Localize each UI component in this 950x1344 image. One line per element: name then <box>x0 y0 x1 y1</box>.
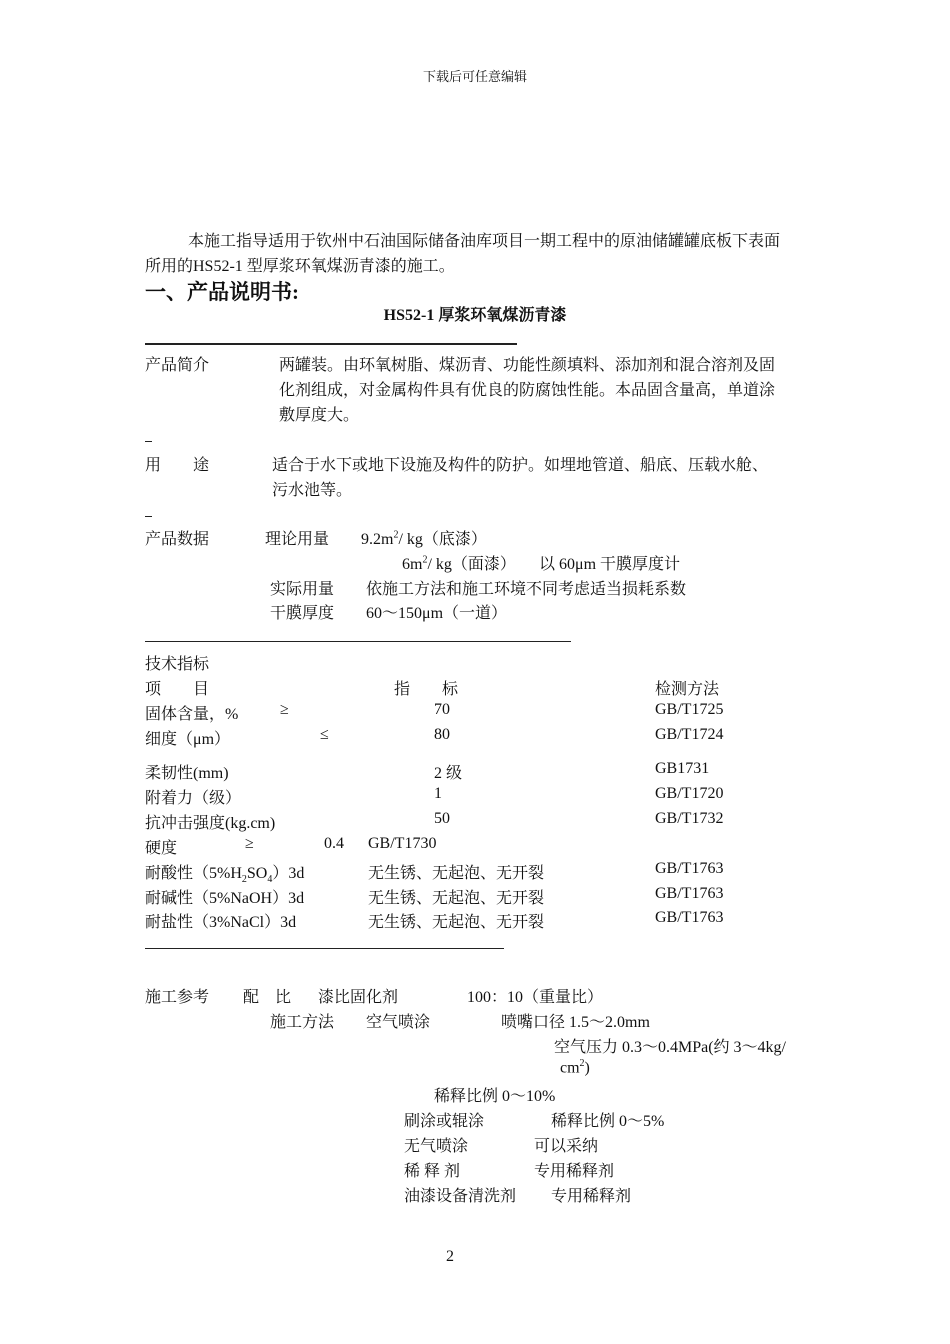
product-title: HS52-1 厚浆环氧煤沥青漆 <box>383 307 567 324</box>
tech-value: 0.4 <box>324 835 344 852</box>
tech-item: 细度（μm） <box>145 731 231 748</box>
resist-method: GB/T1763 <box>655 909 724 926</box>
dft-label: 干膜厚度 <box>270 605 335 622</box>
intro-line-2: 所用的HS52-1 型厚浆环氧煤沥青漆的施工。 <box>145 258 455 275</box>
tech-operator: ≥ <box>280 701 289 718</box>
resist-method: GB/T1763 <box>655 860 724 877</box>
actual-usage-label: 实际用量 <box>270 581 335 598</box>
tech-method: GB/T1725 <box>655 701 724 718</box>
resist-item: 耐碱性（5%NaOH）3d <box>145 890 305 907</box>
method-label: 施工方法 <box>270 1014 335 1031</box>
usage-label: 用 途 <box>145 457 210 474</box>
tech-item: 固体含量，% <box>145 706 239 723</box>
ratio-label: 配 比 <box>243 989 292 1006</box>
nozzle-diameter: 喷嘴口径 1.5～2.0mm <box>501 1014 650 1031</box>
data-block-label: 产品数据 <box>145 531 210 548</box>
theory-note: 以 60μm 干膜厚度计 <box>539 556 681 573</box>
dash-mark <box>145 441 152 442</box>
tech-item: 柔韧性(mm) <box>145 765 229 782</box>
tech-value: 80 <box>434 726 450 743</box>
tech-value: 50 <box>434 810 450 827</box>
theory-usage-label: 理论用量 <box>265 531 330 548</box>
cleaner-value: 专用稀释剂 <box>551 1188 632 1205</box>
apply-label: 施工参考 <box>145 989 210 1006</box>
divider-apply <box>145 948 504 949</box>
airless-value: 可以采纳 <box>534 1138 599 1155</box>
usage-line-1: 适合于水下或地下设施及构件的防护。如埋地管道、船底、压载水舱、 <box>272 457 769 474</box>
resist-item: 耐酸性$(5\%H_2SO_4)3d$ <box>145 865 305 886</box>
air-pressure-line-1: 空气压力 0.3～0.4MPa(约 3～4kg/ <box>554 1039 787 1056</box>
usage-line-2: 污水池等。 <box>272 482 353 499</box>
tech-method: GB/T1720 <box>655 785 724 802</box>
tech-col-item: 项 目 <box>145 681 210 698</box>
intro-block-line-2: 化剂组成，对金属构件具有优良的防腐蚀性能。本品固含量高，单道涂 <box>279 382 776 399</box>
header-note: 下载后可任意编辑 <box>422 69 527 84</box>
intro-line-1: 本施工指导适用于钦州中石油国际储备油库项目一期工程中的原油储罐罐底板下表面 <box>188 233 781 250</box>
tech-title: 技术指标 <box>145 656 210 673</box>
tech-col-method: 检测方法 <box>655 681 720 698</box>
dash-mark <box>145 516 152 517</box>
resist-value: 无生锈、无起泡、无开裂 <box>368 890 545 907</box>
resist-value: 无生锈、无起泡、无开裂 <box>368 865 545 882</box>
tech-item: 抗冲击强度(kg.cm) <box>145 815 276 832</box>
spray-dilution: 稀释比例 0～10% <box>434 1088 556 1105</box>
brush-method: 刷涂或辊涂 <box>404 1113 485 1130</box>
tech-method: GB/T1730 <box>368 835 437 852</box>
ratio-value: 100：10（重量比） <box>467 989 604 1006</box>
resist-method: GB/T1763 <box>655 885 724 902</box>
ratio-name: 漆比固化剂 <box>318 989 399 1006</box>
spray-method: 空气喷涂 <box>366 1014 431 1031</box>
theory-top-value: $6m^2/$ kg（面漆） <box>402 554 516 573</box>
intro-block-line-1: 两罐装。由环氧树脂、煤沥青、功能性颜填料、添加剂和混合溶剂及固 <box>279 357 776 374</box>
tech-value: 70 <box>434 701 450 718</box>
thinner-label: 稀 释 剂 <box>404 1163 461 1180</box>
thinner-value: 专用稀释剂 <box>534 1163 615 1180</box>
tech-method: GB1731 <box>655 760 710 777</box>
tech-operator: ≤ <box>320 726 329 743</box>
intro-block-label: 产品简介 <box>145 357 210 374</box>
actual-usage-value: 依施工方法和施工环境不同考虑适当损耗系数 <box>366 581 687 598</box>
divider-tech <box>145 641 571 642</box>
tech-method: GB/T1732 <box>655 810 724 827</box>
page-number: 2 <box>446 1248 454 1265</box>
divider-top <box>145 343 517 345</box>
tech-item: 硬度 <box>145 840 178 857</box>
cleaner-label: 油漆设备清洗剂 <box>404 1188 517 1205</box>
brush-dilution: 稀释比例 0～5% <box>551 1113 665 1130</box>
airless-method: 无气喷涂 <box>404 1138 469 1155</box>
tech-operator: ≥ <box>245 835 254 852</box>
resist-item: 耐盐性（3%NaCl）3d <box>145 914 297 931</box>
tech-value: 1 <box>434 785 442 802</box>
intro-block-line-3: 敷厚度大。 <box>279 407 360 424</box>
air-pressure-line-2: $cm^2$) <box>560 1058 590 1077</box>
dft-value: 60～150μm（一道） <box>366 605 508 622</box>
tech-item: 附着力（级） <box>145 790 242 807</box>
tech-method: GB/T1724 <box>655 726 724 743</box>
theory-primer-value: $9.2m^2/$ kg（底漆） <box>361 529 487 548</box>
tech-value: 2 级 <box>434 765 463 782</box>
resist-value: 无生锈、无起泡、无开裂 <box>368 914 545 931</box>
tech-col-index: 指 标 <box>394 681 459 698</box>
section-heading: 一、产品说明书: <box>145 280 299 304</box>
